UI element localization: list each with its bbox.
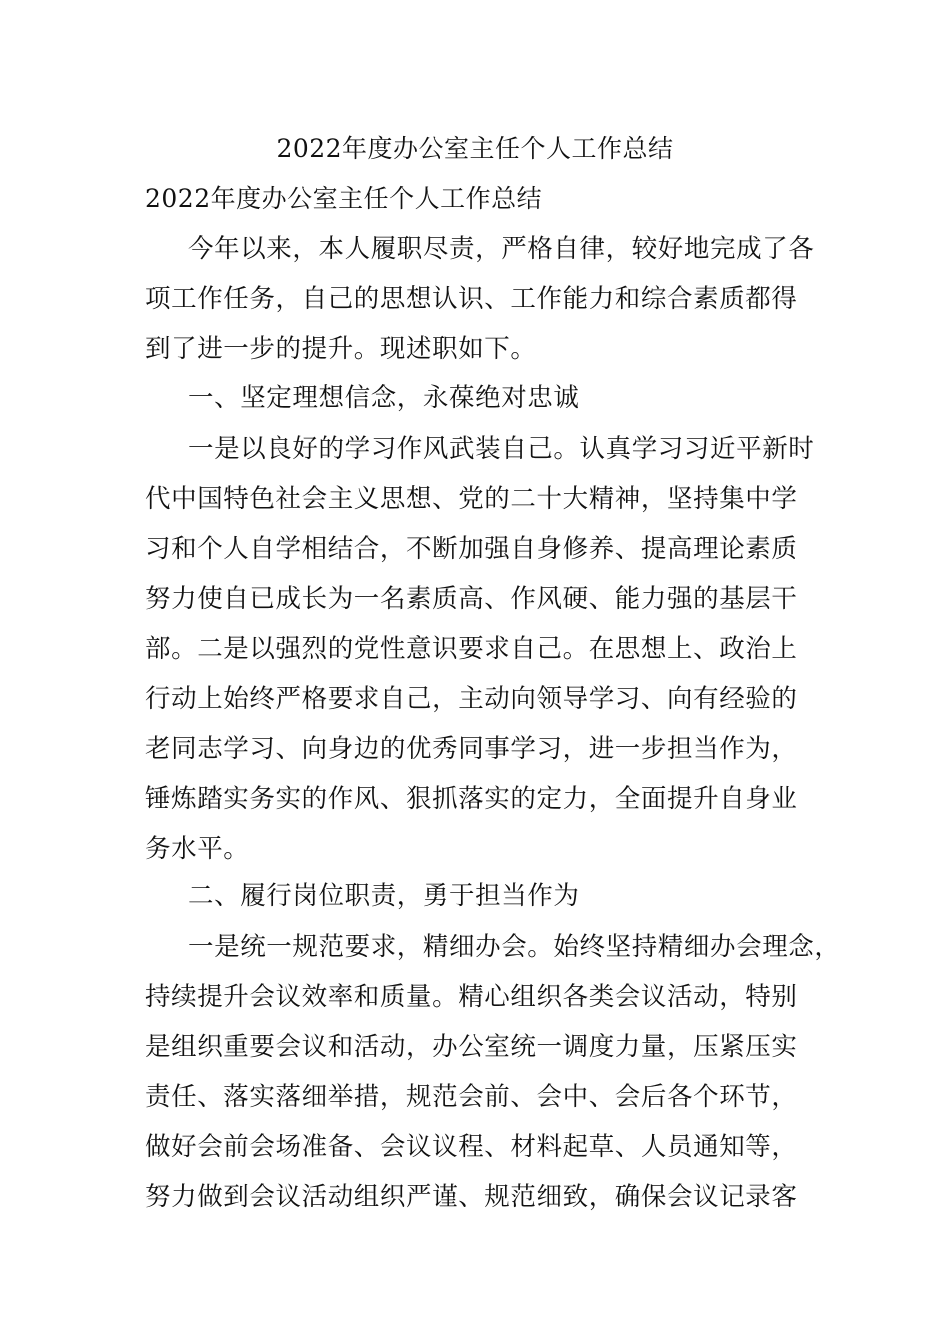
paragraph-line: 努力做到会议活动组织严谨、规范细致，确保会议记录客 — [145, 1182, 798, 1212]
paragraph-line: 老同志学习、向身边的优秀同事学习，进一步担当作为， — [145, 734, 798, 764]
paragraph-line: 是组织重要会议和活动，办公室统一调度力量，压紧压实 — [145, 1032, 798, 1062]
paragraph-line: 努力使自已成长为一名素质高、作风硬、能力强的基层干 — [145, 584, 798, 614]
section-heading: 一、坚定理想信念，永葆绝对忠诚 — [188, 383, 580, 413]
paragraph-line: 到了进一步的提升。现述职如下。 — [145, 334, 537, 364]
section-heading: 二、履行岗位职责，勇于担当作为 — [188, 881, 580, 911]
paragraph-line: 责任、落实落细举措，规范会前、会中、会后各个环节， — [145, 1082, 798, 1112]
paragraph-line: 锤炼踏实务实的作风、狠抓落实的定力，全面提升自身业 — [145, 784, 798, 814]
paragraph-line: 一是以良好的学习作风武装自己。认真学习习近平新时 — [188, 434, 815, 464]
document-title: 2022年度办公室主任个人工作总结 — [276, 134, 674, 163]
paragraph-line: 一是统一规范要求，精细办会。始终坚持精细办会理念， — [188, 932, 841, 962]
paragraph-line: 行动上始终严格要求自己，主动向领导学习、向有经验的 — [145, 684, 798, 714]
paragraph-line: 持续提升会议效率和质量。精心组织各类会议活动，特别 — [145, 982, 798, 1012]
paragraph-line: 务水平。 — [145, 834, 250, 864]
paragraph-line: 做好会前会场准备、会议议程、材料起草、人员通知等， — [145, 1132, 798, 1162]
document-subtitle: 2022年度办公室主任个人工作总结 — [145, 184, 543, 213]
paragraph-line: 代中国特色社会主义思想、党的二十大精神，坚持集中学 — [145, 484, 798, 514]
paragraph-line: 习和个人自学相结合，不断加强自身修养、提高理论素质 — [145, 534, 798, 564]
paragraph-line: 今年以来，本人履职尽责，严格自律，较好地完成了各 — [188, 234, 815, 264]
paragraph-line: 项工作任务，自己的思想认识、工作能力和综合素质都得 — [145, 284, 798, 314]
paragraph-line: 部。二是以强烈的党性意识要求自己。在思想上、政治上 — [145, 634, 798, 664]
